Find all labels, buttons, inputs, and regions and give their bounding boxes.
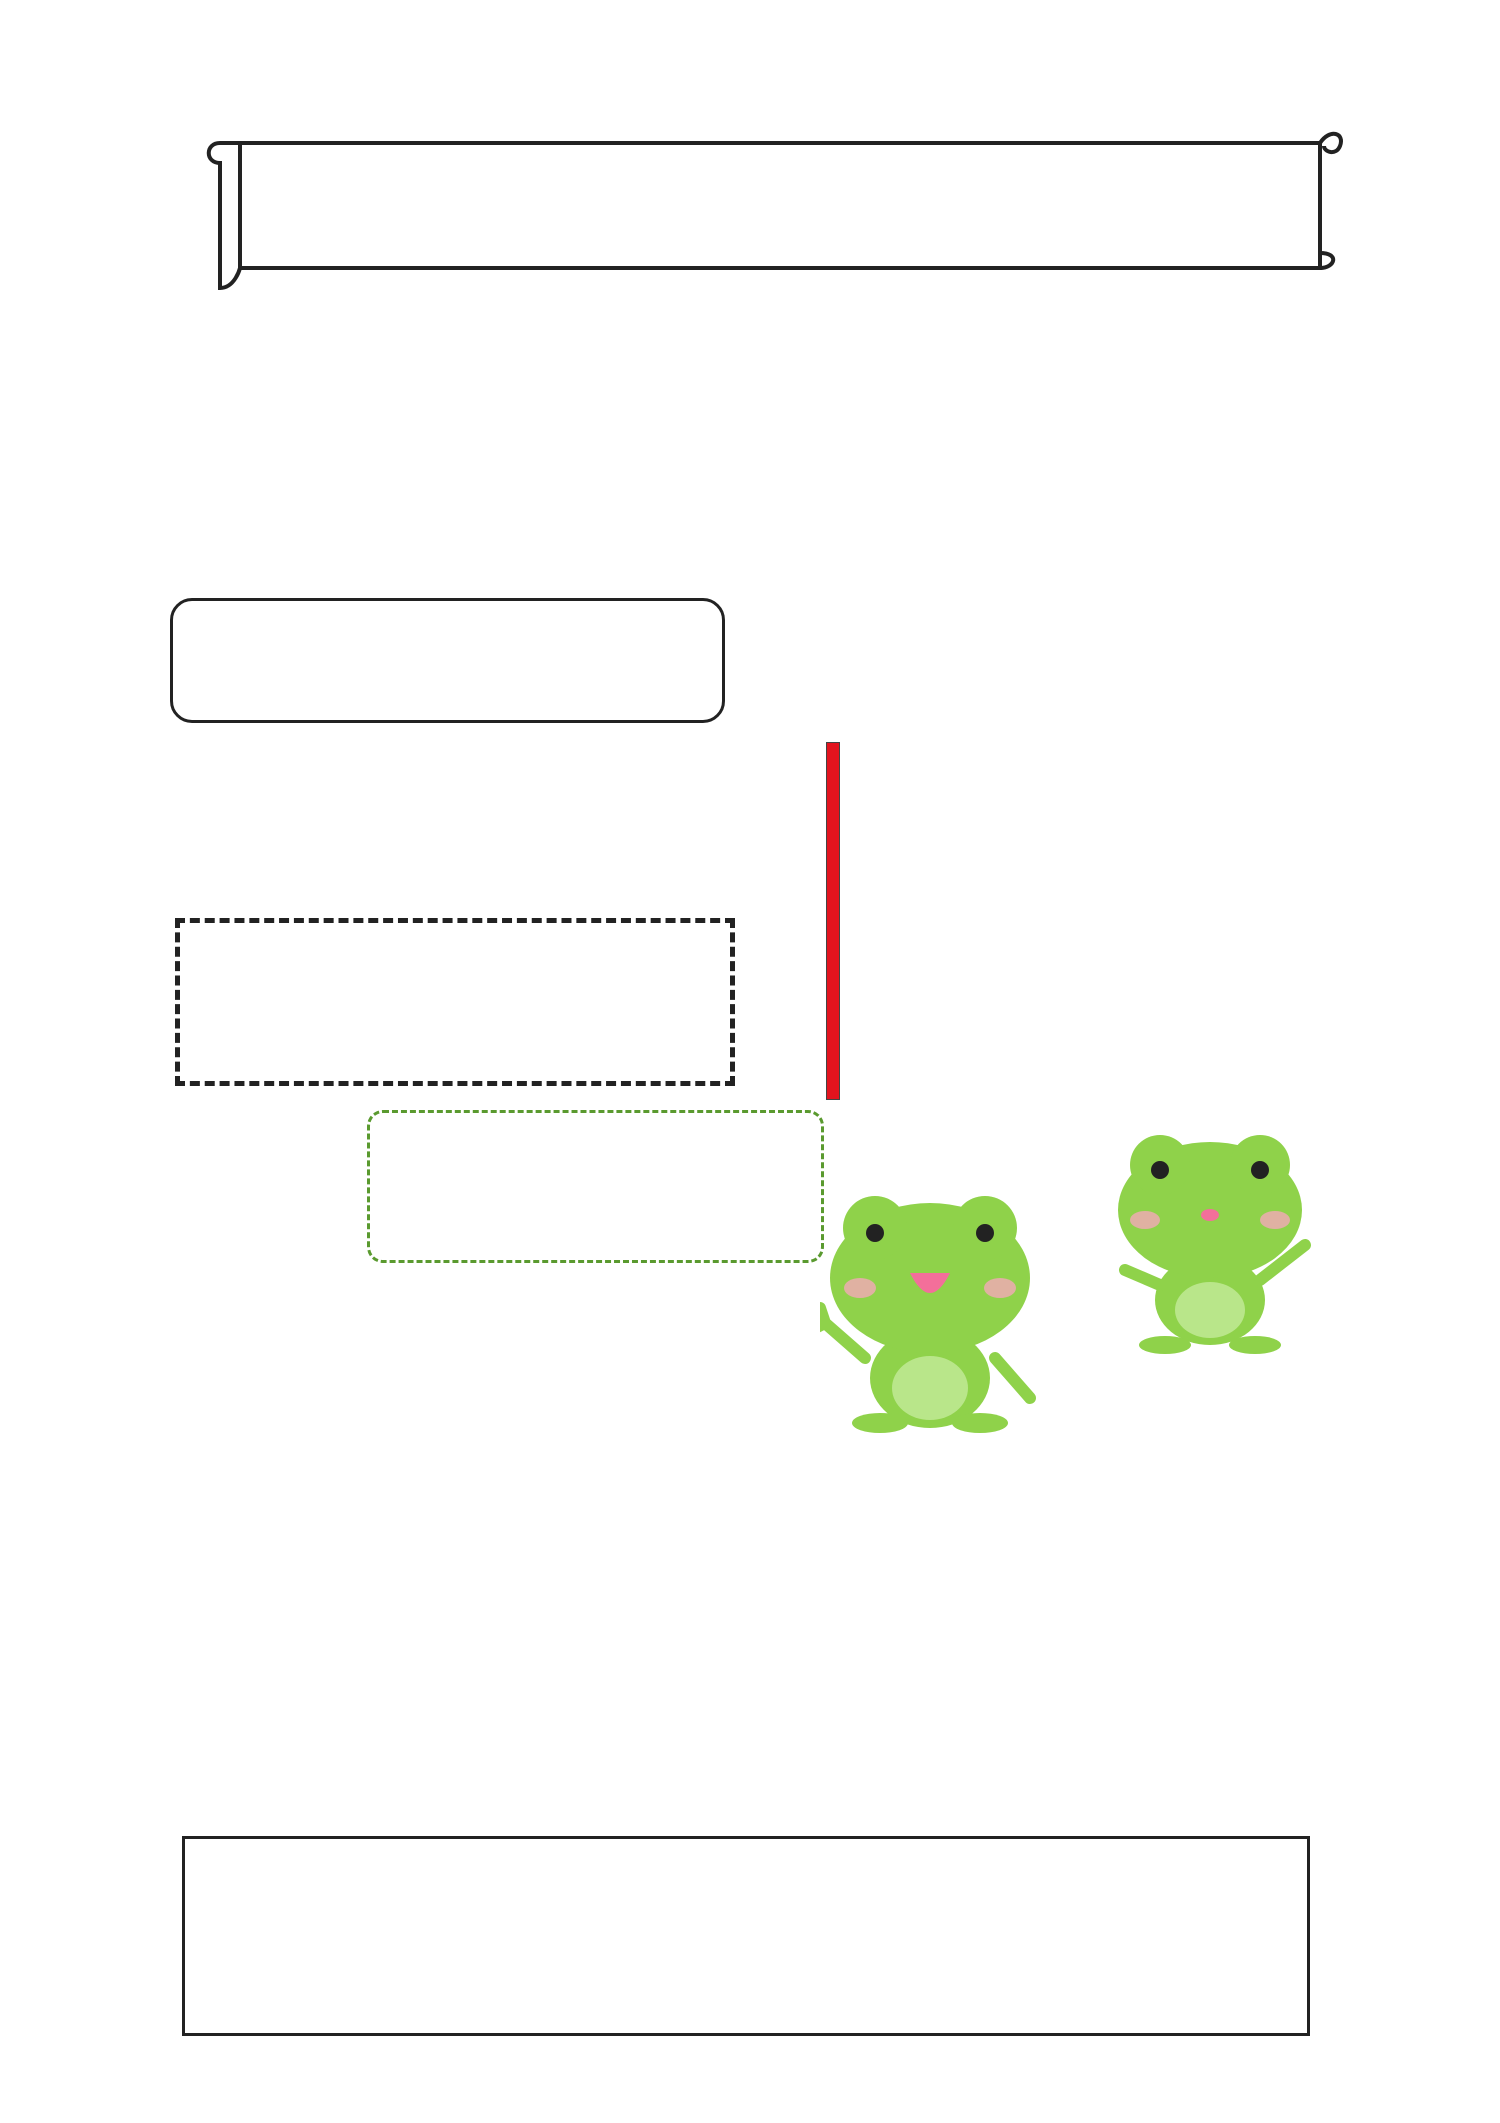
frog-illustration-left [820, 1178, 1040, 1438]
frog-illustration-right [1110, 1120, 1330, 1360]
price-box [367, 1110, 824, 1263]
divider-bar [826, 742, 840, 1100]
next-event-box [182, 1836, 1310, 2036]
date-box [170, 598, 725, 723]
music-staff-top [135, 440, 1370, 590]
scroll-banner [200, 118, 1350, 293]
subtitle [70, 318, 1450, 384]
note-box [175, 918, 735, 1086]
